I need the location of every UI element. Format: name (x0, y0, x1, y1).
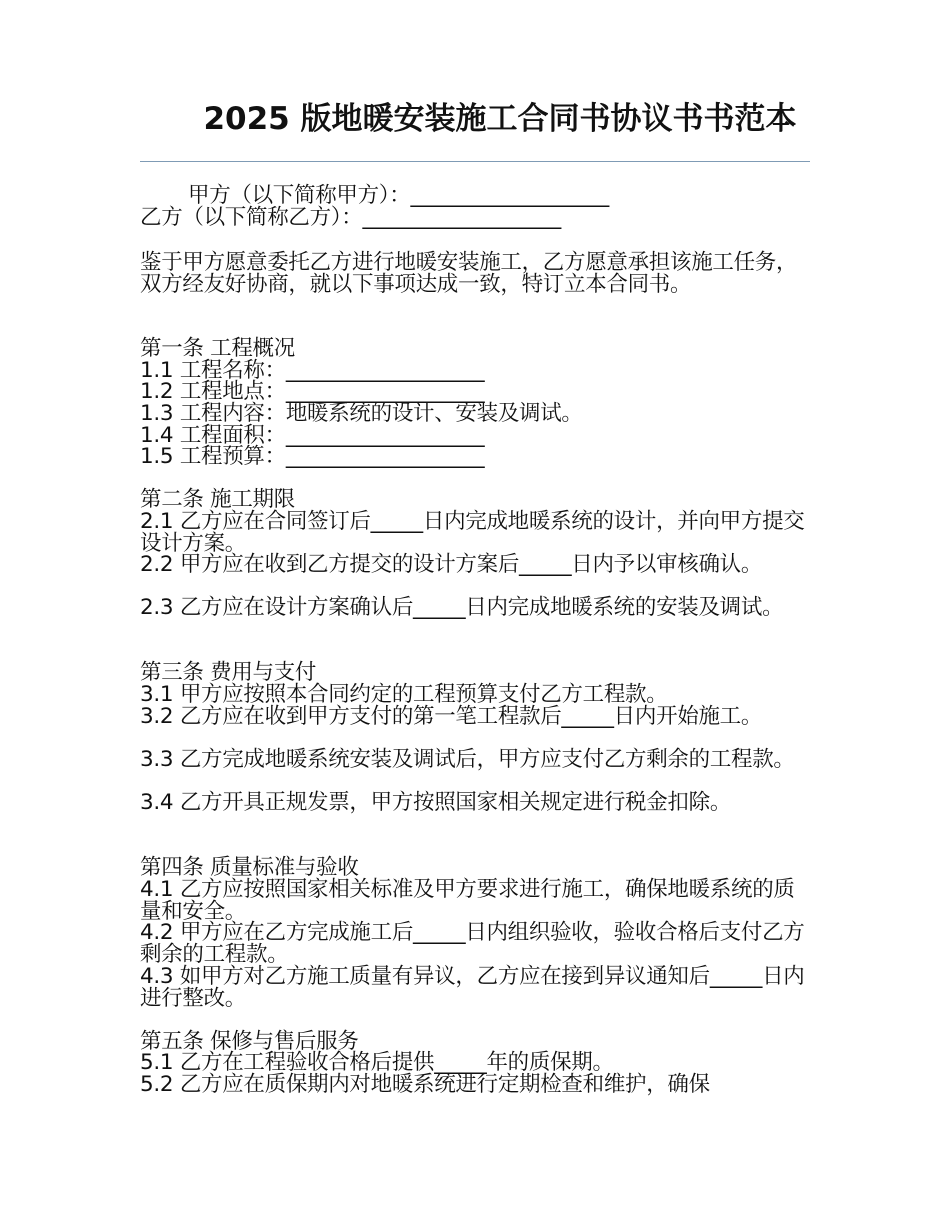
section-3-item: 3.1 甲方应按照本合同约定的工程预算支付乙方工程款。 (140, 682, 668, 707)
section-4-item: 4.3 如甲方对乙方施工质量有异议，乙方应在接到异议通知后_____日内进行整改。 (140, 964, 805, 1011)
section-1-item: 1.4 工程面积：___________________ (140, 423, 485, 448)
section-2-item: 2.1 乙方应在合同签订后_____日内完成地暖系统的设计，并向甲方提交设计方案。 (140, 509, 805, 556)
section-3-item: 3.4 乙方开具正规发票，甲方按照国家相关规定进行税金扣除。 (140, 790, 732, 815)
section-2-item: 2.2 甲方应在收到乙方提交的设计方案后_____日内予以审核确认。 (140, 552, 763, 577)
section-2-item: 2.3 乙方应在设计方案确认后_____日内完成地暖系统的安装及调试。 (140, 595, 784, 620)
section-1-item: 1.3 工程内容：地暖系统的设计、安装及调试。 (140, 401, 583, 426)
section-5-heading: 第五条 保修与售后服务 (140, 1029, 359, 1054)
section-4-heading: 第四条 质量标准与验收 (140, 855, 359, 880)
section-1-item: 1.2 工程地点：___________________ (140, 379, 485, 404)
section-1-item: 1.1 工程名称：___________________ (140, 358, 485, 383)
section-3-item: 3.2 乙方应在收到甲方支付的第一笔工程款后_____日内开始施工。 (140, 704, 763, 729)
section-3-heading: 第三条 费用与支付 (140, 660, 317, 685)
section-1-item: 1.5 工程预算：___________________ (140, 444, 485, 469)
document-title: 2025 版地暖安装施工合同书协议书书范本 (203, 101, 797, 137)
section-5-item: 5.2 乙方应在质保期内对地暖系统进行定期检查和维护，确保 (140, 1072, 710, 1097)
party-a-line: 甲方（以下简称甲方）：___________________ (188, 183, 610, 208)
preamble-paragraph: 鉴于甲方愿意委托乙方进行地暖安装施工，乙方愿意承担该施工任务，双方经友好协商，就以下事项达成一致，特订立本合同书。 (140, 250, 798, 297)
section-3-item: 3.3 乙方完成地暖系统安装及调试后，甲方应支付乙方剩余的工程款。 (140, 747, 795, 772)
section-4-item: 4.2 甲方应在乙方完成施工后_____日内组织验收，验收合格后支付乙方剩余的工程款。 (140, 920, 805, 967)
party-b-line: 乙方（以下简称乙方）：___________________ (140, 205, 562, 230)
section-1-heading: 第一条 工程概况 (140, 336, 295, 361)
section-5-item: 5.1 乙方在工程验收合格后提供_____年的质保期。 (140, 1050, 614, 1075)
section-4-item: 4.1 乙方应按照国家相关标准及甲方要求进行施工，确保地暖系统的质量和安全。 (140, 877, 795, 924)
title-divider (140, 161, 810, 162)
section-2-heading: 第二条 施工期限 (140, 487, 295, 512)
